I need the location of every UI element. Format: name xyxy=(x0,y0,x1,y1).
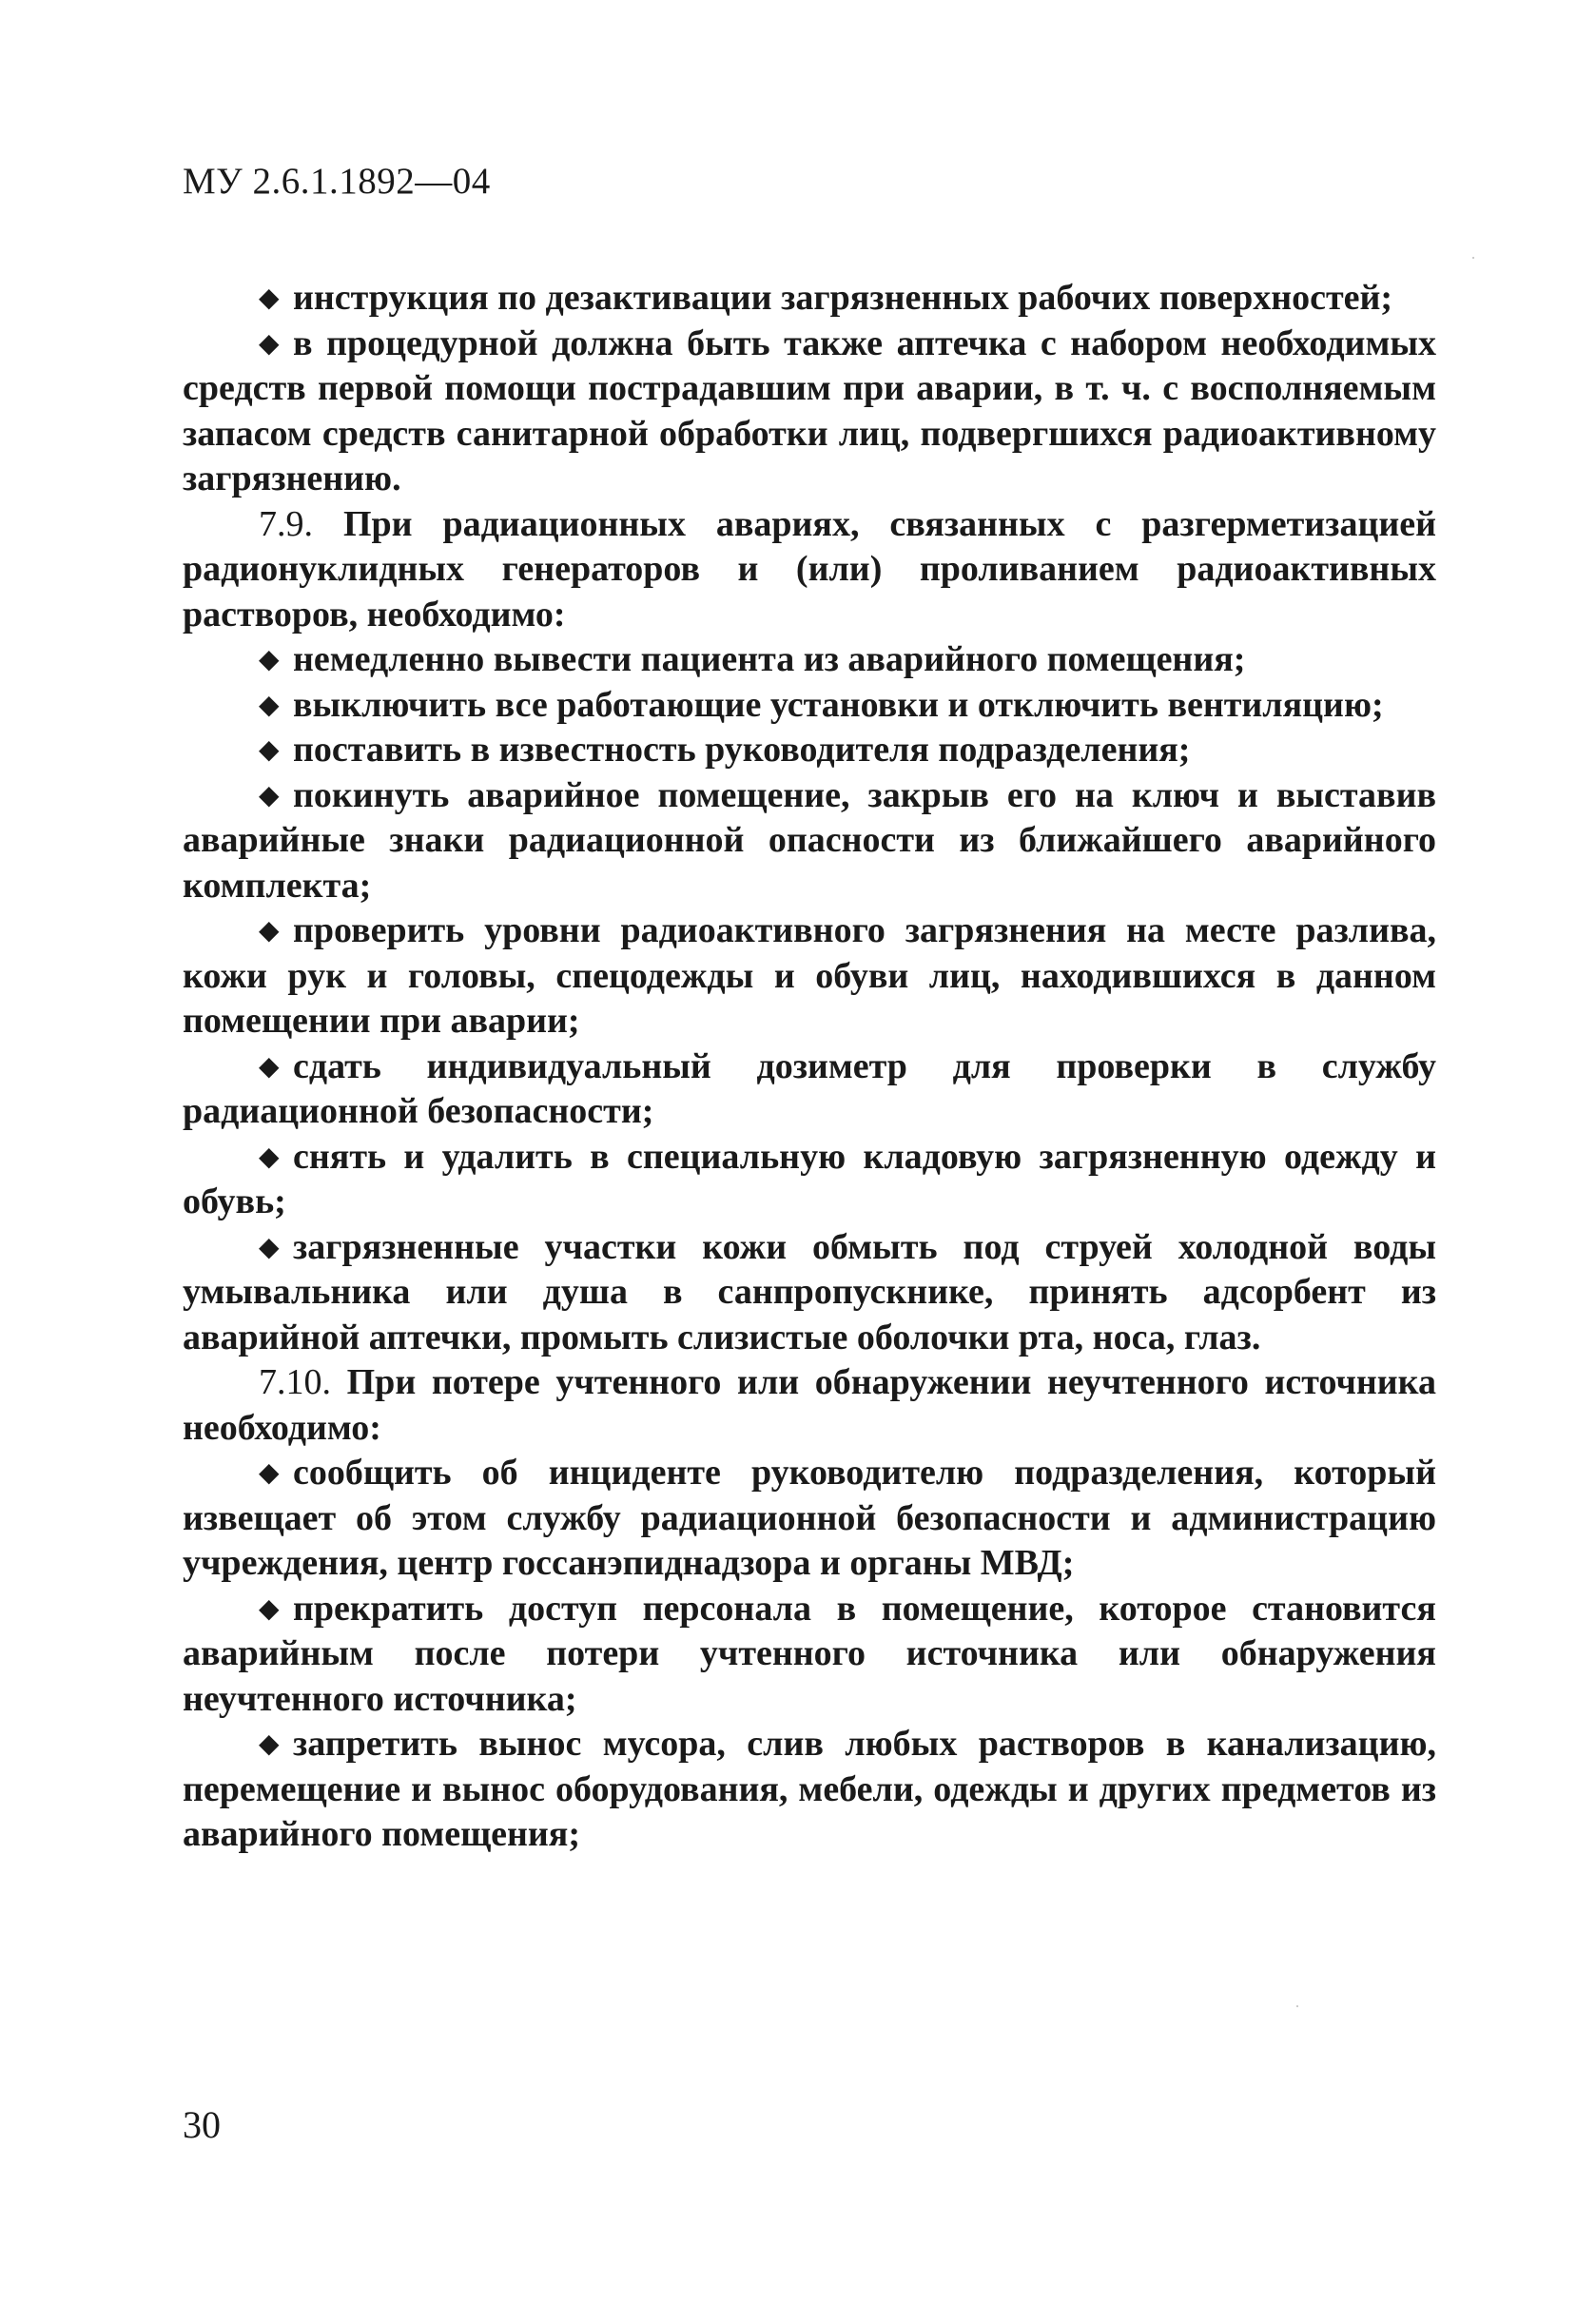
clause-text: При потере учтенного или обнаружении неучтенного источника необходимо: xyxy=(183,1362,1437,1448)
bullet-text: сдать индивидуальный дозиметр для проверки в службу радиационной безопасности; xyxy=(183,1045,1436,1131)
bullet-item xyxy=(183,1587,1436,1723)
clause-number: 7.10. xyxy=(259,1362,331,1402)
bullet-text: проверить уровни радиоактивного загрязнения на месте разлива, кожи рук и головы, спецодежды и обуви лиц, находившихся в данном помещении при аварии; xyxy=(183,910,1436,1041)
clause-paragraph xyxy=(183,502,1436,638)
document-body xyxy=(183,276,1436,1858)
bullet-item xyxy=(183,1135,1436,1225)
scan-speck xyxy=(1472,257,1474,259)
bullet-text: в процедурной должна быть также аптечка с набором необходимых средств первой помощи пострадавшим при аварии, в т. ч. с восполняемым запасом средств санитарной обработки лиц, подвергшихся радиоактивному загрязнению. xyxy=(183,322,1436,498)
bullet-text: прекратить доступ персонала в помещение, которое становится аварийным после потери учтенного источника или обнаружения неучтенного источника; xyxy=(183,1588,1436,1719)
bullet-item xyxy=(183,1451,1436,1587)
bullet-item xyxy=(183,1722,1436,1858)
bullet-diamond-icon: ◆ xyxy=(259,1593,280,1624)
bullet-diamond-icon: ◆ xyxy=(259,690,280,720)
bullet-diamond-icon: ◆ xyxy=(259,780,280,810)
bullet-diamond-icon: ◆ xyxy=(259,735,280,765)
bullet-diamond-icon: ◆ xyxy=(259,1232,280,1262)
bullet-diamond-icon: ◆ xyxy=(259,1142,280,1172)
bullet-text: снять и удалить в специальную кладовую загрязненную одежду и обувь; xyxy=(183,1136,1436,1221)
document-code-header: МУ 2.6.1.1892—04 xyxy=(183,161,491,202)
bullet-diamond-icon: ◆ xyxy=(259,916,280,946)
clause-paragraph xyxy=(183,1360,1436,1451)
bullet-diamond-icon: ◆ xyxy=(259,1051,280,1082)
bullet-text: загрязненные участки кожи обмыть под струей холодной воды умывальника или душа в санпропускнике, принять адсорбент из аварийной аптечки, промыть слизистые оболочки рта, носа, глаз. xyxy=(183,1226,1436,1357)
bullet-text: сообщить об инциденте руководителю подразделения, который извещает об этом службу радиационной безопасности и администрацию учреждения, центр госсанэпиднадзора и органы МВД; xyxy=(183,1453,1436,1583)
bullet-text: запретить вынос мусора, слив любых растворов в канализацию, перемещение и вынос оборудования, мебели, одежды и других предметов из аварийного помещения; xyxy=(183,1724,1436,1854)
bullet-item xyxy=(183,637,1436,683)
bullet-text: немедленно вывести пациента из аварийного помещения; xyxy=(293,639,1246,679)
clause-number: 7.9. xyxy=(259,503,313,544)
bullet-text: выключить все работающие установки и отключить вентиляцию; xyxy=(293,684,1384,725)
bullet-diamond-icon: ◆ xyxy=(259,1458,280,1488)
page-number: 30 xyxy=(183,2103,221,2146)
bullet-diamond-icon: ◆ xyxy=(259,328,280,359)
bullet-item xyxy=(183,322,1436,502)
bullet-item xyxy=(183,773,1436,909)
bullet-diamond-icon: ◆ xyxy=(259,283,280,313)
bullet-text: покинуть аварийное помещение, закрыв его на ключ и выставив аварийные знаки радиационной опасности из ближайшего аварийного комплекта; xyxy=(183,774,1436,906)
clause-text: При радиационных авариях, связанных с разгерметизацией радионуклидных генераторов и (или) проливанием радиоактивных растворов, необходимо: xyxy=(183,503,1437,635)
bullet-item xyxy=(183,1225,1436,1361)
scan-speck xyxy=(1296,2005,1298,2007)
bullet-item xyxy=(183,908,1436,1045)
bullet-item xyxy=(183,276,1436,322)
bullet-item xyxy=(183,683,1436,729)
bullet-diamond-icon: ◆ xyxy=(259,645,280,674)
bullet-diamond-icon: ◆ xyxy=(259,1729,280,1759)
bullet-item xyxy=(183,1045,1436,1135)
bullet-item xyxy=(183,728,1436,773)
bullet-text: инструкция по дезактивации загрязненных рабочих поверхностей; xyxy=(293,278,1393,318)
bullet-text: поставить в известность руководителя подразделения; xyxy=(293,730,1191,770)
